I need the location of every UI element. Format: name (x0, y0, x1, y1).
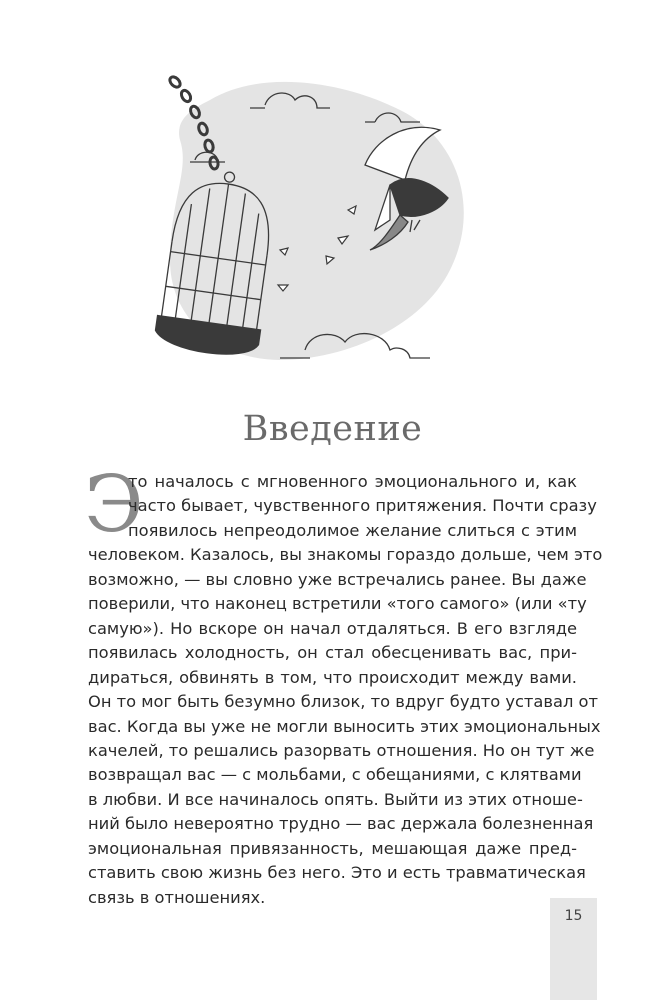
bird-cage-illustration (150, 60, 470, 380)
text-line: ний было невероятно трудно — вас держала болезненная (88, 814, 594, 834)
text-line: то началось с мгновенного эмоционального и, как (128, 472, 577, 491)
page-number-tab (550, 898, 597, 1000)
page-number: 15 (564, 908, 583, 924)
text-line: часто бывает, чувственного притяжения. Почти сразу (128, 496, 597, 516)
drop-cap: Э (84, 460, 144, 550)
text-line: появилось непреодолимое желание слиться с этим (128, 520, 577, 540)
chapter-title: Введение (242, 409, 423, 450)
text-line: появилась холодность, он стал обесценивать вас, при- (88, 643, 577, 663)
text-line: возможно, — вы словно уже встречались ранее. Вы даже (88, 569, 587, 589)
text-line: эмоциональная привязанность, мешающая даже пред- (88, 838, 577, 858)
text-line: связь в отношениях. (88, 887, 266, 907)
text-line: дираться, обвинять в том, что происходит между вами. (88, 667, 577, 687)
text-line: возвращал вас — с мольбами, с обещаниями, с клятвами (88, 765, 582, 785)
text-line: самую»). Но вскоре он начал отдаляться. В его взгляде (88, 618, 577, 638)
text-line: человеком. Казалось, вы знакомы гораздо дольше, чем это (88, 545, 603, 565)
text-line: Он то мог быть безумно близок, то вдруг будто уставал от (88, 692, 598, 712)
text-line: поверили, что наконец встретили «того самого» (или «ту (88, 594, 587, 614)
text-line: вас. Когда вы уже не могли выносить этих эмоциональных (88, 716, 601, 736)
text-line: в любви. И все начиналось опять. Выйти из этих отноше- (88, 789, 583, 809)
text-line: качелей, то решались разорвать отношения. Но он тут же (88, 740, 595, 760)
text-line: ставить свою жизнь без него. Это и есть травматическая (88, 863, 586, 883)
